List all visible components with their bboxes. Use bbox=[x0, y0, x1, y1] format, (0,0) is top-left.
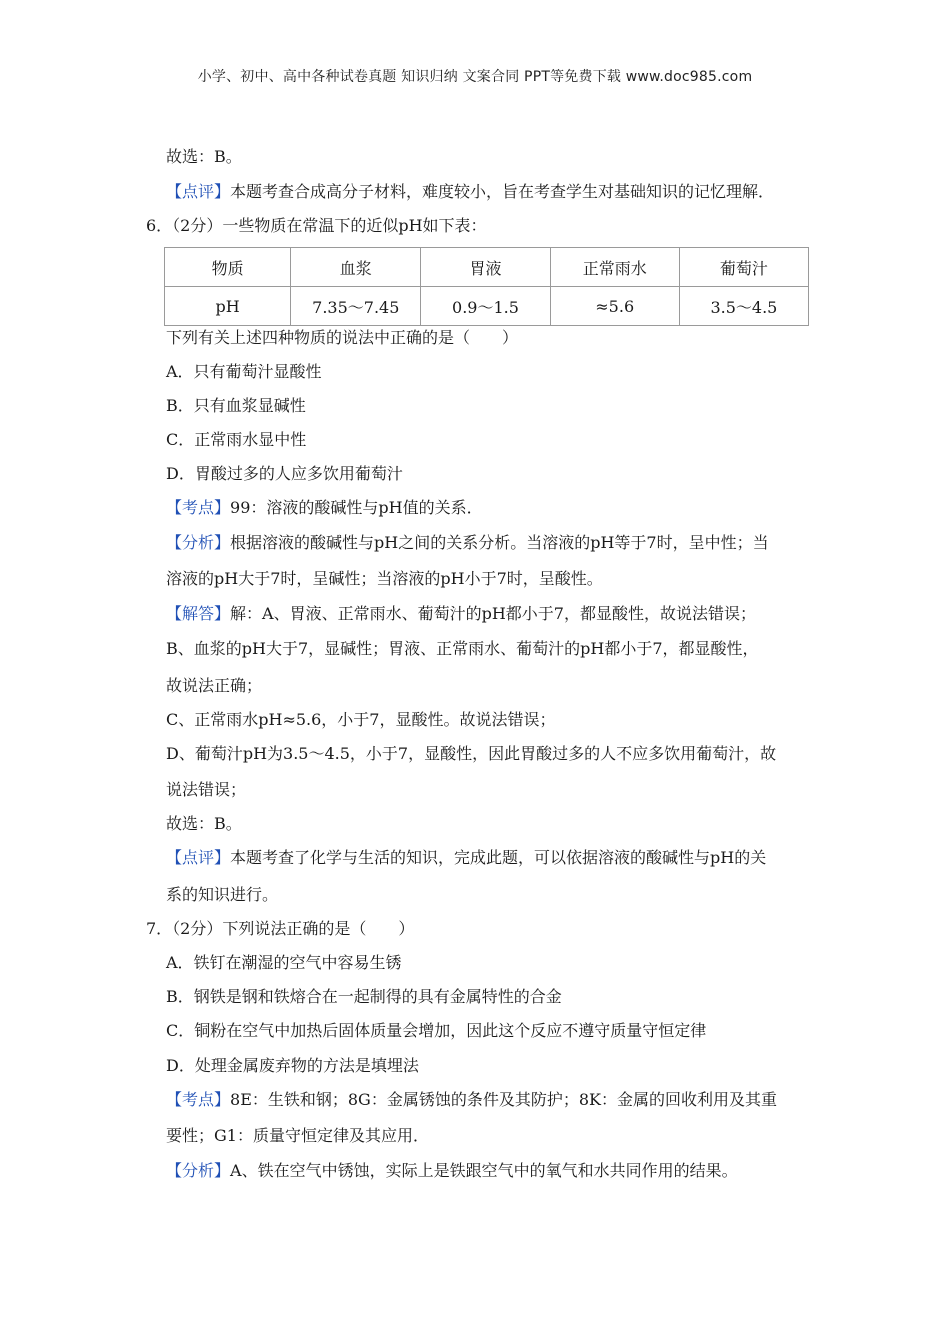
table-header-row bbox=[165, 248, 809, 287]
table-cell: pH bbox=[165, 287, 291, 326]
table-cell: 物质 bbox=[165, 248, 291, 287]
table-cell: 胃液 bbox=[421, 248, 550, 287]
q6-fenxi bbox=[166, 532, 769, 554]
prev-answer: 故选：B。 bbox=[166, 147, 242, 166]
table-cell: 7.35～7.45 bbox=[291, 287, 421, 326]
comment-tag: 【点评】 bbox=[166, 848, 231, 867]
table-cell: 0.9～1.5 bbox=[421, 287, 550, 326]
table-cell: ≈5.6 bbox=[550, 287, 679, 326]
q6-comment bbox=[166, 847, 766, 869]
q6-jieda-d: D、葡萄汁pH为3.5～4.5，小于7，显酸性，因此胃酸过多的人不应多饮用葡萄汁，故 bbox=[166, 744, 777, 763]
comment-text: 本题考查了化学与生活的知识，完成此题，可以依据溶液的酸碱性与pH的关 bbox=[230, 848, 767, 867]
q6-option-a: A．只有葡萄汁显酸性 bbox=[166, 362, 322, 381]
fenxi-tag: 【分析】 bbox=[166, 533, 231, 552]
q7-option-d: D．处理金属废弃物的方法是填埋法 bbox=[166, 1056, 419, 1075]
fenxi-tag: 【分析】 bbox=[166, 1161, 231, 1180]
q6-option-b: B．只有血浆显碱性 bbox=[166, 396, 306, 415]
ph-table bbox=[164, 247, 809, 326]
q7-kaodian bbox=[166, 1089, 777, 1111]
prev-comment bbox=[166, 181, 774, 203]
table-cell: 葡萄汁 bbox=[679, 248, 808, 287]
table-cell: 3.5～4.5 bbox=[679, 287, 808, 326]
kaodian-tag: 【考点】 bbox=[166, 498, 231, 517]
q6-jieda-b: B、血浆的pH大于7，显碱性；胃液、正常雨水、葡萄汁的pH都小于7，都显酸性， bbox=[166, 639, 759, 658]
table-row bbox=[165, 287, 809, 326]
q7-option-a: A．铁钉在潮湿的空气中容易生锈 bbox=[166, 953, 402, 972]
table-cell: 血浆 bbox=[291, 248, 421, 287]
q6-stem: 6．（2分）一些物质在常温下的近似pH如下表： bbox=[146, 216, 487, 235]
q6-jieda bbox=[166, 603, 756, 625]
q6-fenxi-cont: 溶液的pH大于7时，呈碱性；当溶液的pH小于7时，呈酸性。 bbox=[166, 569, 603, 588]
q6-comment-cont: 系的知识进行。 bbox=[166, 885, 279, 904]
q6-answer: 故选：B。 bbox=[166, 814, 242, 833]
q6-kaodian bbox=[166, 497, 483, 519]
q7-option-b: B．钢铁是钢和铁熔合在一起制得的具有金属特性的合金 bbox=[166, 987, 562, 1006]
fenxi-text: A、铁在空气中锈蚀，实际上是铁跟空气中的氧气和水共同作用的结果。 bbox=[230, 1161, 738, 1180]
comment-text: 本题考查合成高分子材料，难度较小，旨在考查学生对基础知识的记忆理解． bbox=[230, 182, 775, 201]
q7-kaodian-cont: 要性；G1：质量守恒定律及其应用． bbox=[166, 1126, 429, 1145]
q7-option-c: C．铜粉在空气中加热后固体质量会增加，因此这个反应不遵守质量守恒定律 bbox=[166, 1021, 707, 1040]
q6-jieda-b-cont: 故说法正确； bbox=[166, 676, 263, 695]
jieda-text: 解：A、胃液、正常雨水、葡萄汁的pH都小于7，都显酸性，故说法错误； bbox=[230, 604, 756, 623]
q6-jieda-c: C、正常雨水pH≈5.6，小于7，显酸性。故说法错误； bbox=[166, 710, 556, 729]
q6-option-d: D．胃酸过多的人应多饮用葡萄汁 bbox=[166, 464, 403, 483]
page-header: 小学、初中、高中各种试卷真题 知识归纳 文案合同 PPT等免费下载 www.doc985.com bbox=[197, 69, 753, 85]
q7-stem: 7．（2分）下列说法正确的是（ ） bbox=[146, 919, 415, 938]
q6-jieda-d-cont: 说法错误； bbox=[166, 780, 247, 799]
q6-question: 下列有关上述四种物质的说法中正确的是（ ） bbox=[166, 328, 519, 347]
kaodian-text: 99：溶液的酸碱性与pH值的关系． bbox=[230, 498, 483, 517]
kaodian-text: 8E：生铁和钢；8G：金属锈蚀的条件及其防护；8K：金属的回收利用及其重 bbox=[230, 1090, 777, 1109]
jieda-tag: 【解答】 bbox=[166, 604, 231, 623]
kaodian-tag: 【考点】 bbox=[166, 1090, 231, 1109]
q6-option-c: C．正常雨水显中性 bbox=[166, 430, 307, 449]
comment-tag: 【点评】 bbox=[166, 182, 231, 201]
fenxi-text: 根据溶液的酸碱性与pH之间的关系分析。当溶液的pH等于7时，呈中性；当 bbox=[230, 533, 769, 552]
q7-fenxi bbox=[166, 1160, 738, 1182]
table-cell: 正常雨水 bbox=[550, 248, 679, 287]
